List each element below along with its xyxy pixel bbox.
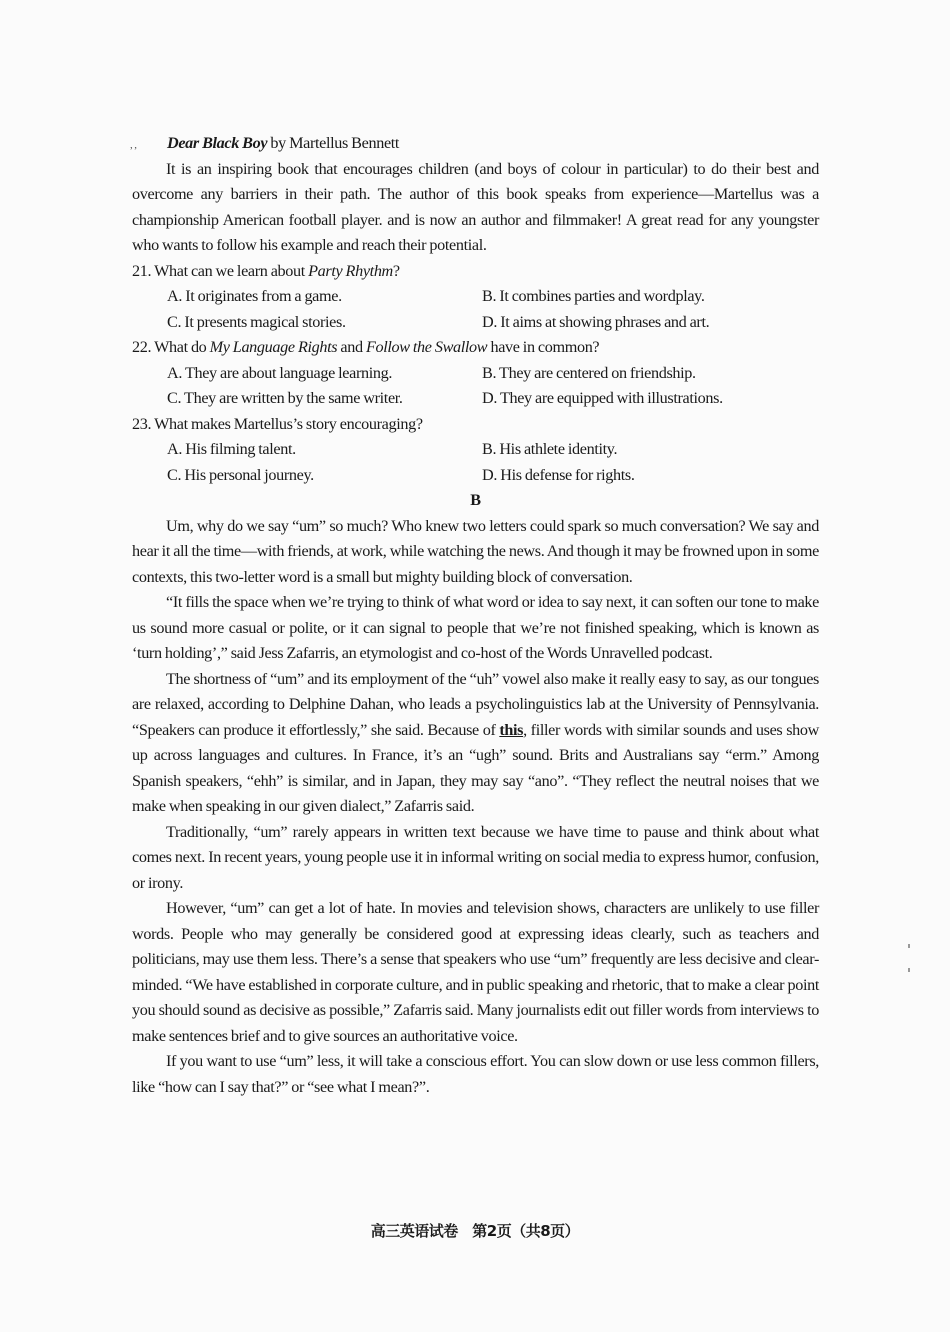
answer-options — [132, 361, 819, 412]
book-title: Dear Black Boy — [167, 134, 268, 152]
question-stem — [132, 259, 819, 285]
section-heading: B — [470, 491, 481, 509]
paragraph — [132, 667, 819, 820]
answer-option: C. It presents magical stories. — [167, 312, 346, 331]
scan-mark: , , — [130, 139, 137, 151]
passage-b — [132, 514, 819, 1101]
question-stem — [132, 335, 819, 361]
text-run: 23. What makes Martellus’s story encouraging? — [132, 414, 423, 433]
scan-speck — [908, 968, 910, 972]
questions — [132, 259, 819, 489]
text-run: and — [337, 338, 366, 356]
paragraph — [132, 896, 819, 1049]
answer-options — [132, 437, 819, 488]
answer-option: C. His personal journey. — [167, 465, 314, 484]
underlined-word: this — [499, 720, 524, 739]
scan-speck — [908, 944, 910, 948]
answer-options — [132, 284, 819, 335]
book-title-line — [132, 131, 819, 157]
book-description: It is an inspiring book that encourages children (and boys of colour in particular) to do their best and overcome any barriers in their path. The author of this book speaks from experience—Martellus was a championship American football player. and is now an author and filmmaker! A great read for any youngster who wants to follow his example and reach their potential. — [132, 159, 819, 254]
book-byline: by Martellus Bennett — [267, 134, 400, 152]
answer-option: A. His filming talent. — [167, 440, 296, 458]
paragraph — [132, 1049, 819, 1100]
text-run: The shortness of “um” and its employment of the “uh” vowel also make it really easy to say, as our tongues are relaxed, according to Delphine Dahan, who leads a psycholinguistics lab at the University of Pennsylvania. “Speakers can produce it effortlessly,” she said. Because of — [132, 669, 819, 739]
answer-option: D. They are equipped with illustrations. — [482, 389, 723, 407]
answer-option: B. His athlete identity. — [482, 440, 618, 458]
answer-option: A. It originates from a game. — [167, 287, 342, 305]
paragraph — [132, 590, 819, 667]
answer-option: B. It combines parties and wordplay. — [482, 287, 705, 305]
italic-title: Party Rhythm — [308, 261, 393, 280]
answer-option: C. They are written by the same writer. — [167, 389, 403, 407]
answer-option: B. They are centered on friendship. — [482, 363, 696, 382]
answer-option: D. It aims at showing phrases and art. — [482, 312, 710, 331]
exam-page — [132, 131, 819, 1100]
text-run: “It fills the space when we’re trying to think of what word or idea to say next, it can soften our tone to make us sound more casual or polite, or it can signal to people that we’re not finished speaking, which is known as ‘turn holding’,” said Jess Zafarris, an etymologist and co-host of the Words Unravelled podcast. — [132, 593, 819, 662]
text-run: However, “um” can get a lot of hate. In movies and television shows, characters are unlikely to use filler words. People who may generally be considered good at expressing ideas clearly, such as teachers and politicians, may use them less. There’s a sense that speakers who use “um” frequently are less decisive and clear-minded. “We have established in corporate culture, and in public speaking and rhetoric, that to make a clear point you should sound as decisive as possible,” Zafarris said. Many journalists edit out filler words from interviews to make sentences brief and to give sources an authoritative voice. — [132, 899, 819, 1045]
paragraph — [132, 514, 819, 591]
text-run: Traditionally, “um” rarely appears in written text because we have time to pause and think about what comes next. In recent years, young people use it in informal writing on social media to express humor, confusion, or irony. — [132, 822, 819, 892]
answer-option: A. They are about language learning. — [167, 363, 393, 382]
text-run: Um, why do we say “um” so much? Who knew two letters could spark so much conversation? We say and hear it all the time—with friends, at work, while watching the news. And though it may be frowned upon in some contexts, this two-letter word is a small but mighty building block of conversation. — [132, 516, 819, 586]
paragraph — [132, 820, 819, 897]
question-stem — [132, 412, 819, 438]
text-run: have in common? — [487, 338, 600, 356]
page-footer: 高三英语试卷 第2页（共8页） — [370, 1222, 580, 1240]
text-run: , filler words with similar sounds and uses show up across languages and cultures. In France, it’s an “ugh” sound. Brits and Australians say “erm.” Among Spanish speakers, “ehh” is similar, and in Japan, they may say “ano”. “They reflect the neutral noises that we make when speaking in our given dialect,” Zafarris said. — [132, 720, 819, 815]
italic-title: My Language Rights — [209, 338, 338, 356]
italic-title: Follow the Swallow — [365, 338, 488, 356]
text-run: 22. What do — [132, 338, 210, 356]
text-run: If you want to use “um” less, it will take a conscious effort. You can slow down or use less common fillers, like “how can I say that?” or “see what I mean?”. — [132, 1052, 819, 1096]
text-run: 21. What can we learn about — [132, 261, 309, 280]
answer-option: D. His defense for rights. — [482, 465, 635, 484]
text-run: ? — [392, 261, 400, 280]
